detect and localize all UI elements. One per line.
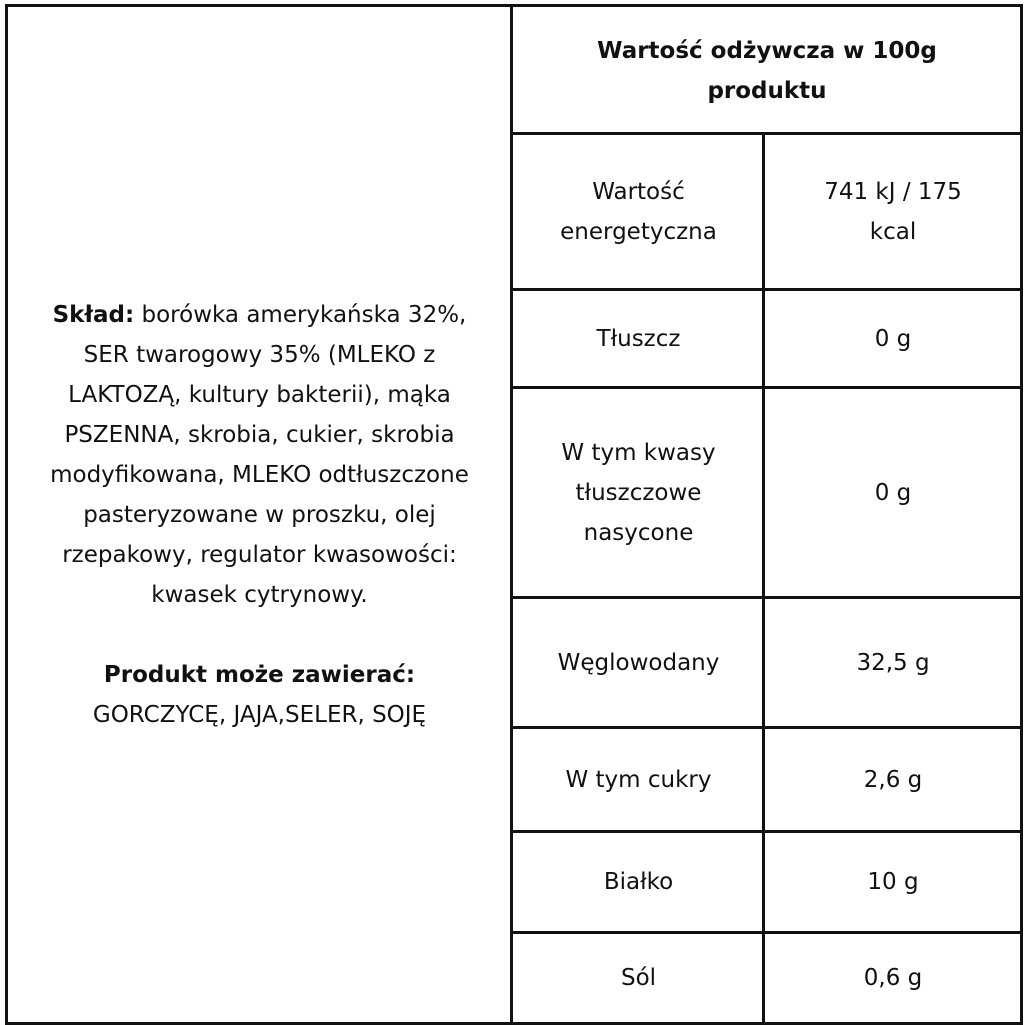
nutrient-value-text: 741 kJ / 175 kcal bbox=[824, 178, 962, 245]
nutrient-label: Węglowodany bbox=[557, 649, 720, 676]
allergen-text: GORCZYCĘ, JAJA,SELER, SOJĘ bbox=[92, 701, 427, 728]
nutrient-label: Tłuszcz bbox=[596, 325, 681, 352]
nutrient-value: 0 g bbox=[874, 479, 912, 506]
nutrient-value: 0,6 g bbox=[863, 965, 923, 991]
nutrient-value: 0 g bbox=[874, 325, 912, 352]
nutrient-value bbox=[766, 135, 1020, 288]
nutrient-value: 10 g bbox=[867, 869, 919, 895]
nutrition-title-text: Wartość odżywcza w 100g produktu bbox=[597, 37, 937, 104]
nutrient-value: 32,5 g bbox=[856, 649, 930, 676]
ingredients-cell bbox=[8, 7, 511, 1022]
allergen-heading: Produkt może zawierać: bbox=[103, 661, 416, 688]
nutrient-label-text: W tym kwasy tłuszczowe nasycone bbox=[561, 439, 716, 546]
nutrient-label: W tym cukry bbox=[565, 766, 712, 793]
ingredients-heading: Skład: bbox=[52, 301, 135, 328]
nutrient-label: Sól bbox=[620, 965, 657, 991]
nutrient-label: Białko bbox=[603, 869, 674, 895]
nutrition-title bbox=[514, 7, 1020, 134]
nutrient-label-text: Wartość energetyczna bbox=[560, 178, 717, 245]
ingredients-text bbox=[35, 295, 485, 615]
nutrient-label bbox=[514, 389, 763, 596]
nutrient-label bbox=[514, 135, 763, 288]
nutrient-value: 2,6 g bbox=[863, 766, 923, 793]
ingredients-list: borówka amerykańska 32%, SER twarogowy 35% (MLEKO z LAKTOZĄ, kultury bakterii), mąka PSZENNA, skrobia, cukier, skrobia modyfikowana, MLEKO odtłuszczone pasteryzowane w proszku, olej rzepakowy, regulator kwasowości: kwasek cytrynowy. bbox=[50, 301, 469, 608]
